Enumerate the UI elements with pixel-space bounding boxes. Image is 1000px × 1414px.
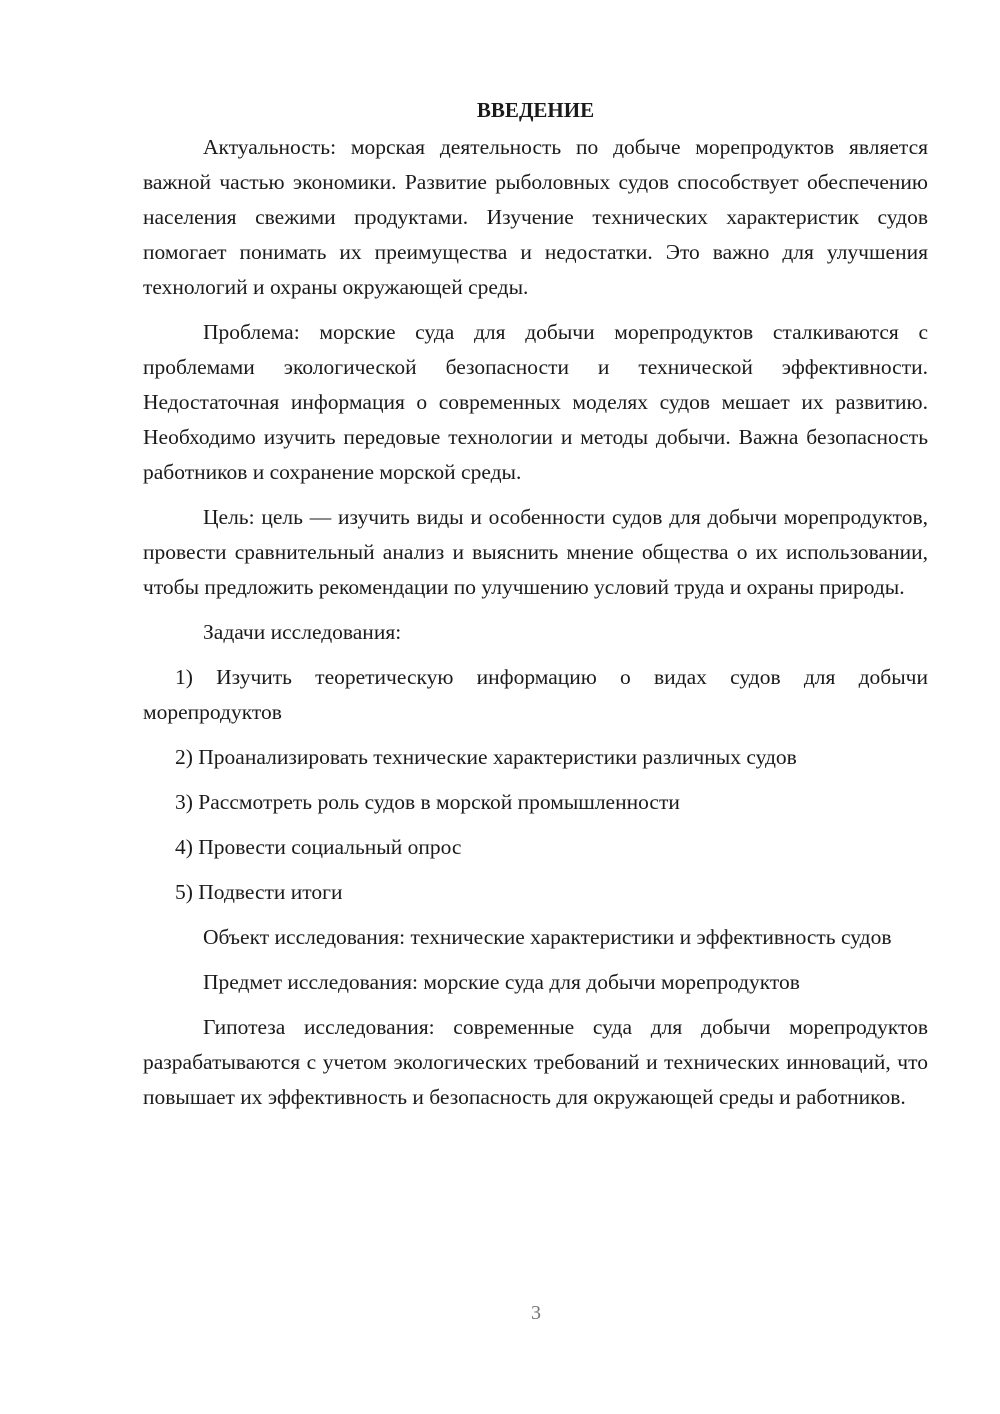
task-item-5: 5) Подвести итоги [175,880,343,904]
tasks-heading: Задачи исследования: [203,620,402,644]
task-item-4: 4) Провести социальный опрос [175,835,462,859]
problem-paragraph: Проблема: морские суда для добычи морепродуктов сталкиваются с проблемами экологической безопасности и технической эффективности. Недостаточная информация о современных моделях судов мешает их развитию. Необходимо изучить передовые технологии и методы добычи. Важна безопасность работников и сохранение морской среды. [143,320,928,484]
object-paragraph: Объект исследования: технические характеристики и эффективность судов [203,925,892,949]
relevance-paragraph: Актуальность: морская деятельность по добыче морепродуктов является важной частью экономики. Развитие рыболовных судов способствует обеспечению населения свежими продуктами. Изучение технических характеристик судов помогает понимать их преимущества и недостатки. Это важно для улучшения технологий и охраны окружающей среды. [143,135,928,299]
subject-paragraph: Предмет исследования: морские суда для добычи морепродуктов [203,970,800,994]
page-title: ВВЕДЕНИЕ [476,98,595,122]
page-number: 3 [531,1302,541,1324]
task-item-1: 1) Изучить теоретическую информацию о видах судов для добычи морепродуктов [143,665,928,724]
page-body [143,92,928,1125]
goal-paragraph: Цель: цель — изучить виды и особенности судов для добычи морепродуктов, провести сравнительный анализ и выяснить мнение общества о их использовании, чтобы предложить рекомендации по улучшению условий труда и охраны природы. [143,505,928,599]
task-item-3: 3) Рассмотреть роль судов в морской промышленности [175,790,680,814]
task-item-2: 2) Проанализировать технические характеристики различных судов [175,745,797,769]
hypothesis-paragraph: Гипотеза исследования: современные суда для добычи морепродуктов разрабатываются с учетом экологических требований и технических инноваций, что повышает их эффективность и безопасность для окружающей среды и работников. [143,1015,928,1109]
